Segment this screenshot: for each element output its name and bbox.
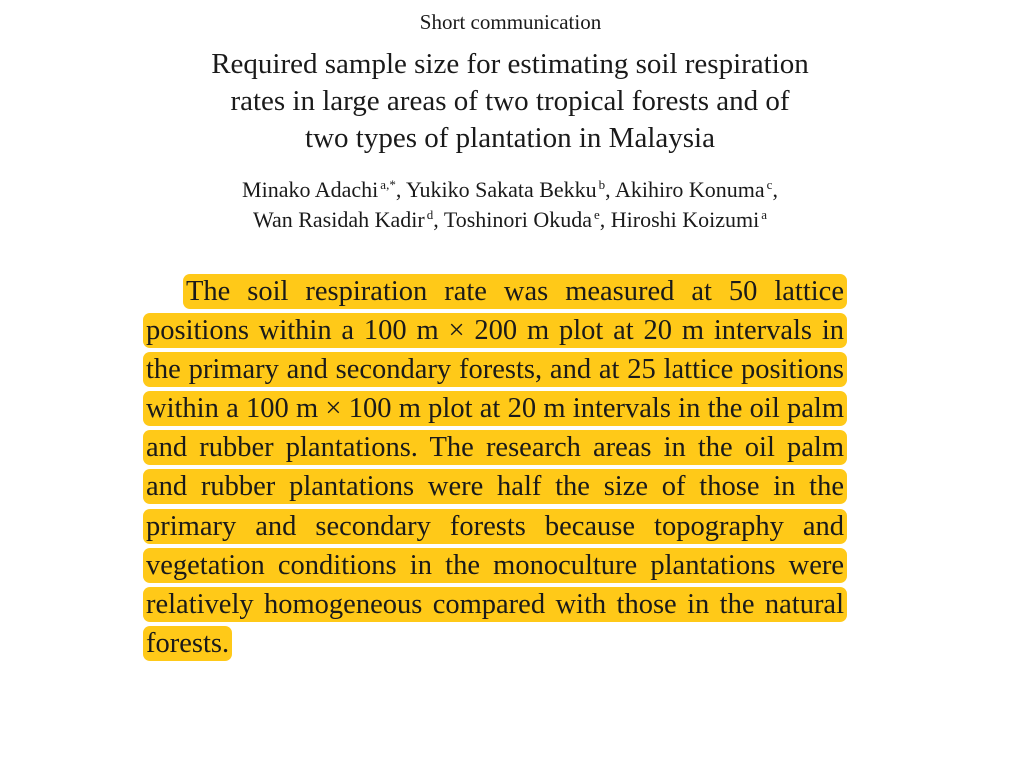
author-name: Wan Rasidah Kadir [252, 207, 425, 232]
author-affiliation: c [766, 177, 773, 192]
author-separator: , [605, 177, 611, 202]
title-line-3: two types of plantation in Malaysia [305, 122, 715, 154]
author-3 [615, 177, 778, 202]
author-separator: , [433, 207, 439, 232]
author-affiliation: b [598, 177, 606, 192]
author-separator: , [395, 177, 402, 202]
author-name: Akihiro Konuma [614, 177, 765, 202]
section-label: Short communication [419, 10, 602, 34]
author-2 [406, 177, 611, 202]
author-affiliation: e [593, 207, 600, 222]
author-affiliation: d [426, 207, 434, 222]
author-5 [444, 207, 605, 232]
author-affiliation: a,* [380, 177, 396, 192]
author-name: Yukiko Sakata Bekku [406, 177, 597, 202]
author-separator: , [772, 177, 778, 202]
title-line-2: rates in large areas of two tropical forests and of [230, 85, 790, 117]
highlighted-abstract-paragraph [143, 272, 847, 663]
author-name: Toshinori Okuda [443, 207, 592, 232]
title-line-1: Required sample size for estimating soil respiration [211, 48, 809, 80]
author-4 [253, 207, 439, 232]
author-6 [611, 207, 767, 232]
author-1 [242, 177, 401, 202]
author-list [150, 175, 870, 235]
author-separator: , [599, 207, 606, 232]
paper-title [160, 46, 860, 157]
author-name: Hiroshi Koizumi [610, 207, 760, 232]
author-name: Minako Adachi [242, 177, 379, 202]
highlighted-text[interactable]: The soil respiration rate was measured at 50 lattice positions within a 100 m × 200 m plot at 20 m intervals in the primary and secondary forests, and at 25 lattice positions within a 100 m × 100 m plot at 20 m intervals in the oil palm and rubber plantations. The research areas in the oil palm and rubber plantations were half the size of those in the primary and secondary forests because topography and vegetation conditions in the monoculture plantations were relatively homogeneous compared with those in the natural forests. [143, 274, 847, 661]
author-affiliation: a [761, 207, 768, 222]
